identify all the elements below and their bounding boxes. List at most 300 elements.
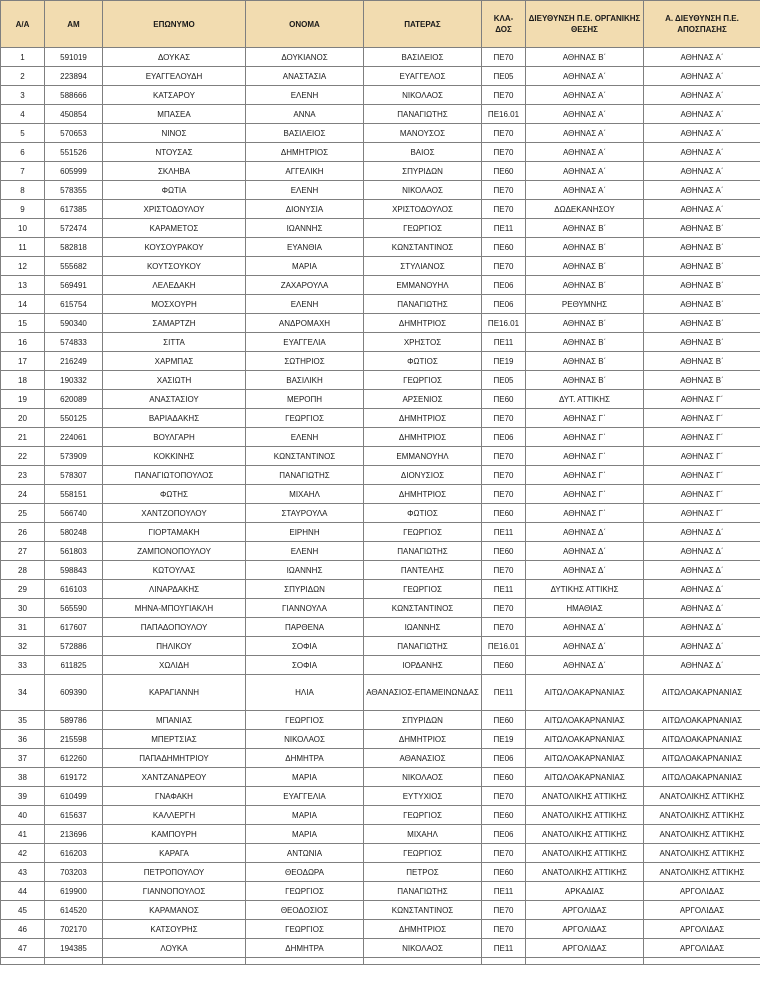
row-organic-directorate: ΑΘΗΝΑΣ Γ΄ (526, 504, 644, 523)
row-organic-directorate: ΔΥΤΙΚΗΣ ΑΤΤΙΚΗΣ (526, 580, 644, 599)
row-am: 573909 (45, 447, 103, 466)
row-number: 37 (1, 749, 45, 768)
row-am: 580248 (45, 523, 103, 542)
row-secondment-directorate: ΑΡΓΟΛΙΔΑΣ (644, 901, 760, 920)
row-name: ΠΑΝΑΓΙΩΤΗΣ (246, 466, 364, 485)
row-number: 31 (1, 618, 45, 637)
row-name: ΜΕΡΟΠΗ (246, 390, 364, 409)
row-secondment-directorate: ΑΘΗΝΑΣ Α΄ (644, 181, 760, 200)
row-number: 13 (1, 276, 45, 295)
row-organic-directorate: ΑΡΓΟΛΙΔΑΣ (526, 939, 644, 958)
table-row (1, 599, 760, 618)
row-name: ΘΕΟΔΟΣΙΟΣ (246, 901, 364, 920)
row-surname: ΜΠΕΡΤΣΙΑΣ (103, 730, 246, 749)
row-surname: ΖΑΜΠΟΝΟΠΟΥΛΟΥ (103, 542, 246, 561)
row-am: 566740 (45, 504, 103, 523)
row-name: ΜΑΡΙΑ (246, 768, 364, 787)
row-secondment-directorate: ΑΘΗΝΑΣ Α΄ (644, 143, 760, 162)
row-surname: ΓΙΟΡΤΑΜΑΚΗ (103, 523, 246, 542)
row-secondment-directorate: ΑΘΗΝΑΣ Γ΄ (644, 504, 760, 523)
row-name: ΓΕΩΡΓΙΟΣ (246, 409, 364, 428)
table-row (1, 352, 760, 371)
row-father: ΙΩΑΝΝΗΣ (364, 618, 482, 637)
empty-cell (644, 958, 760, 965)
row-surname: ΠΕΤΡΟΠΟΥΛΟΥ (103, 863, 246, 882)
row-branch: ΠΕ06 (482, 276, 526, 295)
row-number: 22 (1, 447, 45, 466)
row-surname: ΣΑΜΑΡΤΖΗ (103, 314, 246, 333)
row-number: 9 (1, 200, 45, 219)
row-am: 609390 (45, 675, 103, 711)
row-surname: ΠΗΛΙΚΟΥ (103, 637, 246, 656)
table-row (1, 200, 760, 219)
row-am: 590340 (45, 314, 103, 333)
row-father: ΓΕΩΡΓΙΟΣ (364, 523, 482, 542)
row-branch: ΠΕ70 (482, 901, 526, 920)
row-organic-directorate: ΑΘΗΝΑΣ Δ΄ (526, 618, 644, 637)
row-am: 703203 (45, 863, 103, 882)
row-name: ΓΕΩΡΓΙΟΣ (246, 920, 364, 939)
row-organic-directorate: ΑΘΗΝΑΣ Α΄ (526, 86, 644, 105)
table-row (1, 371, 760, 390)
row-secondment-directorate: ΑΘΗΝΑΣ Δ΄ (644, 618, 760, 637)
row-name: ΗΛΙΑ (246, 675, 364, 711)
row-branch: ΠΕ70 (482, 920, 526, 939)
row-number: 29 (1, 580, 45, 599)
row-secondment-directorate: ΑΘΗΝΑΣ Β΄ (644, 314, 760, 333)
row-secondment-directorate: ΑΘΗΝΑΣ Β΄ (644, 276, 760, 295)
row-number: 11 (1, 238, 45, 257)
row-am: 620089 (45, 390, 103, 409)
row-organic-directorate: ΑΘΗΝΑΣ Γ΄ (526, 485, 644, 504)
row-branch: ΠΕ70 (482, 599, 526, 618)
row-number: 3 (1, 86, 45, 105)
row-branch: ΠΕ11 (482, 219, 526, 238)
row-number: 36 (1, 730, 45, 749)
row-name: ΑΝΤΩΝΙΑ (246, 844, 364, 863)
row-surname: ΠΑΝΑΓΙΩΤΟΠΟΥΛΟΣ (103, 466, 246, 485)
row-organic-directorate: ΑΘΗΝΑΣ Β΄ (526, 238, 644, 257)
row-number: 27 (1, 542, 45, 561)
row-am: 578355 (45, 181, 103, 200)
row-am: 591019 (45, 48, 103, 67)
row-branch: ΠΕ60 (482, 390, 526, 409)
row-name: ΑΝΑΣΤΑΣΙΑ (246, 67, 364, 86)
row-surname: ΚΑΤΣΑΡΟΥ (103, 86, 246, 105)
table-row (1, 656, 760, 675)
header-aa: Α/Α (1, 1, 45, 48)
row-am: 589786 (45, 711, 103, 730)
row-secondment-directorate: ΑΘΗΝΑΣ Α΄ (644, 124, 760, 143)
row-branch: ΠΕ11 (482, 333, 526, 352)
row-branch: ΠΕ70 (482, 409, 526, 428)
row-surname: ΚΑΡΑΜΕΤΟΣ (103, 219, 246, 238)
row-number: 24 (1, 485, 45, 504)
row-branch: ΠΕ16.01 (482, 314, 526, 333)
row-father: ΣΠΥΡΙΔΩΝ (364, 711, 482, 730)
row-name: ΑΝΝΑ (246, 105, 364, 124)
row-organic-directorate: ΔΥΤ. ΑΤΤΙΚΗΣ (526, 390, 644, 409)
row-number: 14 (1, 295, 45, 314)
row-father: ΠΕΤΡΟΣ (364, 863, 482, 882)
row-number: 47 (1, 939, 45, 958)
row-organic-directorate: ΑΘΗΝΑΣ Δ΄ (526, 542, 644, 561)
row-father: ΔΗΜΗΤΡΙΟΣ (364, 920, 482, 939)
row-secondment-directorate: ΑΘΗΝΑΣ Β΄ (644, 238, 760, 257)
row-name: ΕΛΕΝΗ (246, 542, 364, 561)
row-organic-directorate: ΑΝΑΤΟΛΙΚΗΣ ΑΤΤΙΚΗΣ (526, 863, 644, 882)
row-father: ΠΑΝΑΓΙΩΤΗΣ (364, 882, 482, 901)
row-organic-directorate: ΑΘΗΝΑΣ Γ΄ (526, 428, 644, 447)
row-branch: ΠΕ05 (482, 371, 526, 390)
row-name: ΒΑΣΙΛΙΚΗ (246, 371, 364, 390)
row-am: 569491 (45, 276, 103, 295)
row-name: ΣΟΦΙΑ (246, 656, 364, 675)
row-secondment-directorate: ΑΘΗΝΑΣ Α΄ (644, 86, 760, 105)
row-branch: ΠΕ70 (482, 86, 526, 105)
row-number: 45 (1, 901, 45, 920)
table-row (1, 637, 760, 656)
row-organic-directorate: ΡΕΘΥΜΝΗΣ (526, 295, 644, 314)
table-row (1, 485, 760, 504)
row-organic-directorate: ΑΘΗΝΑΣ Α΄ (526, 162, 644, 181)
row-am: 572474 (45, 219, 103, 238)
row-number: 4 (1, 105, 45, 124)
table-row (1, 276, 760, 295)
row-number: 41 (1, 825, 45, 844)
row-name: ΜΑΡΙΑ (246, 257, 364, 276)
empty-cell (526, 958, 644, 965)
table-row (1, 390, 760, 409)
row-father: ΕΥΤΥΧΙΟΣ (364, 787, 482, 806)
row-father: ΑΘΑΝΑΣΙΟΣ (364, 749, 482, 768)
row-am: 616103 (45, 580, 103, 599)
table-row (1, 711, 760, 730)
row-secondment-directorate: ΑΝΑΤΟΛΙΚΗΣ ΑΤΤΙΚΗΣ (644, 787, 760, 806)
row-am: 611825 (45, 656, 103, 675)
row-am: 617607 (45, 618, 103, 637)
row-secondment-directorate: ΑΘΗΝΑΣ Γ΄ (644, 409, 760, 428)
row-am: 194385 (45, 939, 103, 958)
row-organic-directorate: ΗΜΑΘΙΑΣ (526, 599, 644, 618)
row-am: 619900 (45, 882, 103, 901)
row-father: ΙΟΡΔΑΝΗΣ (364, 656, 482, 675)
row-name: ΝΙΚΟΛΑΟΣ (246, 730, 364, 749)
row-organic-directorate: ΑΘΗΝΑΣ Γ΄ (526, 447, 644, 466)
row-branch: ΠΕ11 (482, 580, 526, 599)
row-father: ΦΩΤΙΟΣ (364, 504, 482, 523)
row-surname: ΛΙΝΑΡΔΑΚΗΣ (103, 580, 246, 599)
row-branch: ΠΕ06 (482, 295, 526, 314)
row-father: ΚΩΝΣΤΑΝΤΙΝΟΣ (364, 599, 482, 618)
table-row (1, 162, 760, 181)
table-row (1, 238, 760, 257)
row-secondment-directorate: ΑΝΑΤΟΛΙΚΗΣ ΑΤΤΙΚΗΣ (644, 806, 760, 825)
row-am: 610499 (45, 787, 103, 806)
row-branch: ΠΕ70 (482, 447, 526, 466)
row-organic-directorate: ΑΝΑΤΟΛΙΚΗΣ ΑΤΤΙΚΗΣ (526, 806, 644, 825)
row-branch: ΠΕ70 (482, 844, 526, 863)
row-secondment-directorate: ΑΘΗΝΑΣ Α΄ (644, 67, 760, 86)
row-father: ΔΗΜΗΤΡΙΟΣ (364, 428, 482, 447)
row-secondment-directorate: ΑΘΗΝΑΣ Α΄ (644, 162, 760, 181)
row-father: ΒΑΣΙΛΕΙΟΣ (364, 48, 482, 67)
row-number: 23 (1, 466, 45, 485)
row-secondment-directorate: ΑΘΗΝΑΣ Γ΄ (644, 447, 760, 466)
row-am: 190332 (45, 371, 103, 390)
row-surname: ΚΑΤΣΟΥΡΗΣ (103, 920, 246, 939)
row-surname: ΣΙΤΤΑ (103, 333, 246, 352)
row-branch: ΠΕ60 (482, 504, 526, 523)
row-name: ΕΛΕΝΗ (246, 181, 364, 200)
row-secondment-directorate: ΑΘΗΝΑΣ Δ΄ (644, 637, 760, 656)
row-name: ΔΗΜΗΤΡΑ (246, 749, 364, 768)
table-row (1, 67, 760, 86)
row-number: 28 (1, 561, 45, 580)
table-row (1, 48, 760, 67)
row-am: 213696 (45, 825, 103, 844)
row-secondment-directorate: ΑΘΗΝΑΣ Β΄ (644, 295, 760, 314)
row-am: 450854 (45, 105, 103, 124)
row-name: ΣΩΤΗΡΙΟΣ (246, 352, 364, 371)
row-name: ΣΟΦΙΑ (246, 637, 364, 656)
row-organic-directorate: ΑΘΗΝΑΣ Β΄ (526, 371, 644, 390)
row-am: 617385 (45, 200, 103, 219)
row-branch: ΠΕ11 (482, 675, 526, 711)
row-number: 15 (1, 314, 45, 333)
row-surname: ΠΑΠΑΔΟΠΟΥΛΟΥ (103, 618, 246, 637)
row-organic-directorate: ΑΝΑΤΟΛΙΚΗΣ ΑΤΤΙΚΗΣ (526, 825, 644, 844)
row-secondment-directorate: ΑΘΗΝΑΣ Δ΄ (644, 656, 760, 675)
row-surname: ΦΩΤΗΣ (103, 485, 246, 504)
row-father: ΠΑΝΑΓΙΩΤΗΣ (364, 637, 482, 656)
row-organic-directorate: ΑΘΗΝΑΣ Α΄ (526, 181, 644, 200)
row-branch: ΠΕ70 (482, 124, 526, 143)
row-branch: ΠΕ06 (482, 825, 526, 844)
row-father: ΠΑΝΤΕΛΗΣ (364, 561, 482, 580)
row-surname: ΜΟΣΧΟΥΡΗ (103, 295, 246, 314)
row-number: 17 (1, 352, 45, 371)
row-number: 35 (1, 711, 45, 730)
row-surname: ΧΩΛΙΔΗ (103, 656, 246, 675)
row-organic-directorate: ΑΙΤΩΛΟΑΚΑΡΝΑΝΙΑΣ (526, 749, 644, 768)
row-secondment-directorate: ΑΡΓΟΛΙΔΑΣ (644, 882, 760, 901)
table-row (1, 901, 760, 920)
row-organic-directorate: ΑΡΓΟΛΙΔΑΣ (526, 901, 644, 920)
row-organic-directorate: ΑΙΤΩΛΟΑΚΑΡΝΑΝΙΑΣ (526, 768, 644, 787)
header-surname: ΕΠΩΝΥΜΟ (103, 1, 246, 48)
header-father: ΠΑΤΕΡΑΣ (364, 1, 482, 48)
row-father: ΔΙΟΝΥΣΙΟΣ (364, 466, 482, 485)
row-surname: ΓΝΑΦΑΚΗ (103, 787, 246, 806)
row-organic-directorate: ΑΘΗΝΑΣ Β΄ (526, 48, 644, 67)
row-secondment-directorate: ΑΙΤΩΛΟΑΚΑΡΝΑΝΙΑΣ (644, 675, 760, 711)
row-father: ΜΙΧΑΗΛ (364, 825, 482, 844)
row-organic-directorate: ΑΘΗΝΑΣ Β΄ (526, 257, 644, 276)
table-row (1, 409, 760, 428)
row-branch: ΠΕ70 (482, 561, 526, 580)
row-surname: ΧΡΙΣΤΟΔΟΥΛΟΥ (103, 200, 246, 219)
row-secondment-directorate: ΑΙΤΩΛΟΑΚΑΡΝΑΝΙΑΣ (644, 711, 760, 730)
row-name: ΔΙΟΝΥΣΙΑ (246, 200, 364, 219)
row-am: 619172 (45, 768, 103, 787)
row-father: ΔΗΜΗΤΡΙΟΣ (364, 314, 482, 333)
row-number: 16 (1, 333, 45, 352)
table-row (1, 806, 760, 825)
row-branch: ΠΕ16.01 (482, 637, 526, 656)
row-am: 224061 (45, 428, 103, 447)
row-name: ΔΗΜΗΤΡΙΟΣ (246, 143, 364, 162)
row-number: 44 (1, 882, 45, 901)
row-organic-directorate: ΑΙΤΩΛΟΑΚΑΡΝΑΝΙΑΣ (526, 730, 644, 749)
row-secondment-directorate: ΑΘΗΝΑΣ Δ΄ (644, 599, 760, 618)
row-secondment-directorate: ΑΘΗΝΑΣ Β΄ (644, 257, 760, 276)
row-branch: ΠΕ70 (482, 48, 526, 67)
row-father: ΧΡΙΣΤΟΔΟΥΛΟΣ (364, 200, 482, 219)
table-row (1, 730, 760, 749)
table-row (1, 844, 760, 863)
header-am: ΑΜ (45, 1, 103, 48)
table-row (1, 787, 760, 806)
row-father: ΝΙΚΟΛΑΟΣ (364, 768, 482, 787)
row-organic-directorate: ΑΝΑΤΟΛΙΚΗΣ ΑΤΤΙΚΗΣ (526, 787, 644, 806)
row-branch: ΠΕ70 (482, 485, 526, 504)
row-secondment-directorate: ΑΙΤΩΛΟΑΚΑΡΝΑΝΙΑΣ (644, 730, 760, 749)
row-surname: ΚΑΡΑΜΑΝΟΣ (103, 901, 246, 920)
table-row (1, 257, 760, 276)
row-branch: ΠΕ70 (482, 181, 526, 200)
table-row (1, 618, 760, 637)
row-name: ΘΕΟΔΩΡΑ (246, 863, 364, 882)
table-row (1, 219, 760, 238)
empty-cell (246, 958, 364, 965)
row-am: 702170 (45, 920, 103, 939)
row-branch: ΠΕ60 (482, 863, 526, 882)
row-organic-directorate: ΑΘΗΝΑΣ Γ΄ (526, 409, 644, 428)
row-surname: ΜΗΝΑ-ΜΠΟΥΓΙΑΚΛΗ (103, 599, 246, 618)
row-branch: ΠΕ60 (482, 768, 526, 787)
table-row (1, 181, 760, 200)
row-number: 38 (1, 768, 45, 787)
row-branch: ΠΕ60 (482, 806, 526, 825)
row-organic-directorate: ΑΘΗΝΑΣ Β΄ (526, 314, 644, 333)
row-surname: ΕΥΑΓΓΕΛΟΥΔΗ (103, 67, 246, 86)
row-father: ΝΙΚΟΛΑΟΣ (364, 86, 482, 105)
table-row (1, 86, 760, 105)
header-organic-directorate: ΔΙΕΥΘΥΝΣΗ Π.Ε. ΟΡΓΑΝΙΚΗΣ ΘΕΣΗΣ (526, 1, 644, 48)
row-father: ΓΕΩΡΓΙΟΣ (364, 219, 482, 238)
row-organic-directorate: ΑΝΑΤΟΛΙΚΗΣ ΑΤΤΙΚΗΣ (526, 844, 644, 863)
row-am: 588666 (45, 86, 103, 105)
row-name: ΜΙΧΑΗΛ (246, 485, 364, 504)
row-name: ΕΥΑΝΘΙΑ (246, 238, 364, 257)
row-father: ΑΡΣΕΝΙΟΣ (364, 390, 482, 409)
row-organic-directorate: ΑΘΗΝΑΣ Δ΄ (526, 561, 644, 580)
row-organic-directorate: ΑΡΚΑΔΙΑΣ (526, 882, 644, 901)
table-row (1, 749, 760, 768)
row-number: 25 (1, 504, 45, 523)
row-number: 33 (1, 656, 45, 675)
row-surname: ΔΟΥΚΑΣ (103, 48, 246, 67)
row-organic-directorate: ΑΘΗΝΑΣ Α΄ (526, 124, 644, 143)
row-number: 46 (1, 920, 45, 939)
row-father: ΝΙΚΟΛΑΟΣ (364, 181, 482, 200)
header-name: ΟΝΟΜΑ (246, 1, 364, 48)
row-father: ΝΙΚΟΛΑΟΣ (364, 939, 482, 958)
table-row (1, 561, 760, 580)
row-am: 550125 (45, 409, 103, 428)
row-surname: ΝΙΝΟΣ (103, 124, 246, 143)
row-secondment-directorate: ΑΘΗΝΑΣ Β΄ (644, 352, 760, 371)
row-name: ΔΗΜΗΤΡΑ (246, 939, 364, 958)
row-organic-directorate: ΑΘΗΝΑΣ Β΄ (526, 352, 644, 371)
row-surname: ΚΟΥΤΣΟΥΚΟΥ (103, 257, 246, 276)
table-row (1, 428, 760, 447)
row-number: 19 (1, 390, 45, 409)
table-row (1, 580, 760, 599)
row-secondment-directorate: ΑΙΤΩΛΟΑΚΑΡΝΑΝΙΑΣ (644, 768, 760, 787)
row-branch: ΠΕ11 (482, 882, 526, 901)
row-father: ΓΕΩΡΓΙΟΣ (364, 806, 482, 825)
row-surname: ΚΑΜΠΟΥΡΗ (103, 825, 246, 844)
row-father: ΔΗΜΗΤΡΙΟΣ (364, 730, 482, 749)
row-surname: ΣΚΛΗΒΑ (103, 162, 246, 181)
row-am: 216249 (45, 352, 103, 371)
row-surname: ΜΠΑΣΕΑ (103, 105, 246, 124)
row-secondment-directorate: ΑΘΗΝΑΣ Α΄ (644, 200, 760, 219)
row-father: ΔΗΜΗΤΡΙΟΣ (364, 485, 482, 504)
row-father: ΓΕΩΡΓΙΟΣ (364, 580, 482, 599)
row-am: 561803 (45, 542, 103, 561)
table-row (1, 295, 760, 314)
table-row (1, 675, 760, 711)
header-row (1, 1, 760, 48)
row-am: 582818 (45, 238, 103, 257)
row-number: 8 (1, 181, 45, 200)
row-organic-directorate: ΑΘΗΝΑΣ Δ΄ (526, 637, 644, 656)
row-am: 612260 (45, 749, 103, 768)
row-organic-directorate: ΑΘΗΝΑΣ Δ΄ (526, 523, 644, 542)
row-father: ΒΑΙΟΣ (364, 143, 482, 162)
row-name: ΣΤΑΥΡΟΥΛΑ (246, 504, 364, 523)
row-name: ΕΥΑΓΓΕΛΙΑ (246, 787, 364, 806)
row-name: ΠΑΡΘΕΝΑ (246, 618, 364, 637)
row-father: ΓΕΩΡΓΙΟΣ (364, 844, 482, 863)
row-surname: ΦΩΤΙΑ (103, 181, 246, 200)
row-surname: ΠΑΠΑΔΗΜΗΤΡΙΟΥ (103, 749, 246, 768)
row-name: ΔΟΥΚΙΑΝΟΣ (246, 48, 364, 67)
row-number: 18 (1, 371, 45, 390)
row-branch: ΠΕ19 (482, 352, 526, 371)
row-secondment-directorate: ΑΘΗΝΑΣ Δ΄ (644, 542, 760, 561)
row-branch: ΠΕ60 (482, 656, 526, 675)
row-name: ΓΙΑΝΝΟΥΛΑ (246, 599, 364, 618)
table-row (1, 504, 760, 523)
row-number: 1 (1, 48, 45, 67)
row-number: 10 (1, 219, 45, 238)
row-am: 605999 (45, 162, 103, 181)
row-secondment-directorate: ΑΝΑΤΟΛΙΚΗΣ ΑΤΤΙΚΗΣ (644, 844, 760, 863)
header-branch: ΚΛΑ-ΔΟΣ (482, 1, 526, 48)
row-name: ΑΓΓΕΛΙΚΗ (246, 162, 364, 181)
row-branch: ΠΕ60 (482, 711, 526, 730)
row-number: 43 (1, 863, 45, 882)
row-organic-directorate: ΑΘΗΝΑΣ Α΄ (526, 105, 644, 124)
row-name: ΙΩΑΝΝΗΣ (246, 561, 364, 580)
row-am: 615754 (45, 295, 103, 314)
row-father: ΣΤΥΛΙΑΝΟΣ (364, 257, 482, 276)
row-father: ΣΠΥΡΙΔΩΝ (364, 162, 482, 181)
